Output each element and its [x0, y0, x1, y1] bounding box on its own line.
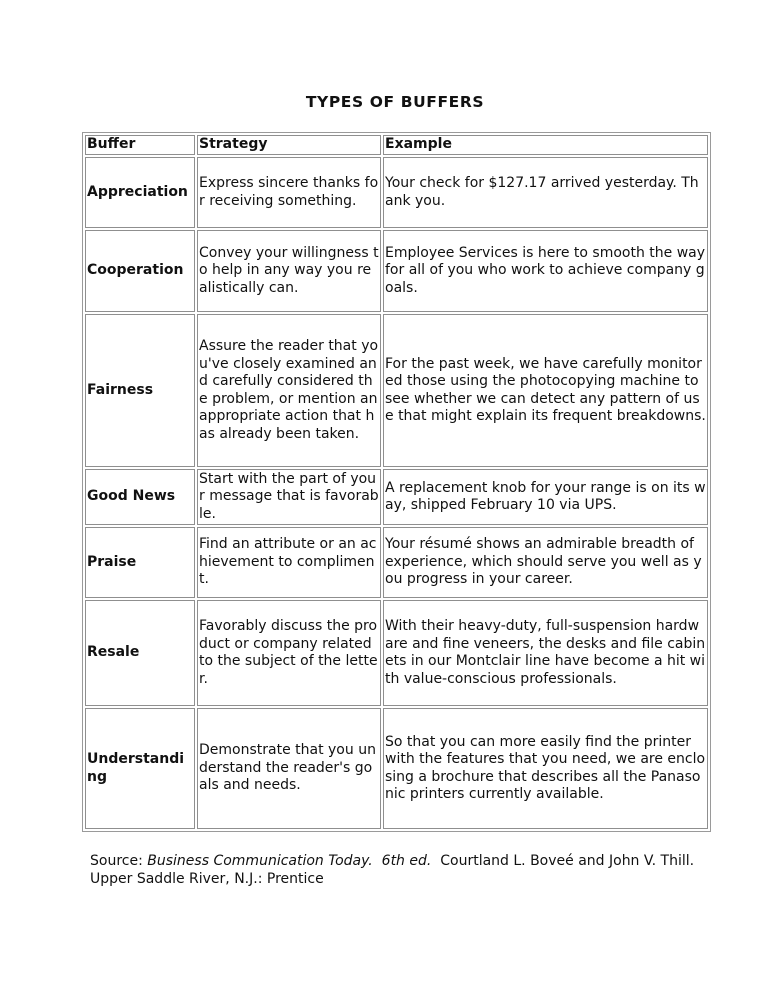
buffer-cell: Praise [85, 527, 195, 598]
header-buffer: Buffer [85, 135, 195, 155]
source-authors-publisher: Courtland L. Boveé and John V. Thill. Upper Saddle River, N.J.: Prentice [90, 853, 695, 887]
buffer-cell: Resale [85, 600, 195, 706]
table-row [85, 469, 708, 525]
strategy-cell: Express sincere thanks for receiving something. [197, 157, 381, 228]
source-book-title: Business Communication Today. [147, 853, 373, 869]
example-cell: A replacement knob for your range is on its way, shipped February 10 via UPS. [383, 469, 708, 525]
page-title: TYPES OF BUFFERS [305, 93, 485, 111]
strategy-cell: Favorably discuss the product or company related to the subject of the letter. [197, 600, 381, 706]
header-example: Example [383, 135, 708, 155]
table-row [85, 527, 708, 598]
example-cell: So that you can more easily find the printer with the features that you need, we are enclosing a brochure that describes all the Panasonic printers currently available. [383, 708, 708, 829]
strategy-cell: Demonstrate that you understand the reader's goals and needs. [197, 708, 381, 829]
table-row [85, 314, 708, 467]
buffers-table [82, 132, 711, 832]
strategy-cell: Start with the part of your message that is favorable. [197, 469, 381, 525]
buffer-cell: Appreciation [85, 157, 195, 228]
example-cell: For the past week, we have carefully monitored those using the photocopying machine to see whether we can detect any pattern of use that might explain its frequent breakdowns. [383, 314, 708, 467]
source-edition: 6th ed. [381, 853, 432, 869]
table-row [85, 708, 708, 829]
table-row [85, 230, 708, 312]
table-row [85, 600, 708, 706]
source-citation [90, 852, 710, 888]
example-cell: Employee Services is here to smooth the way for all of you who work to achieve company goals. [383, 230, 708, 312]
strategy-cell: Assure the reader that you've closely examined and carefully considered the problem, or mention an appropriate action that has already been taken. [197, 314, 381, 467]
source-label: Source: [90, 853, 148, 869]
strategy-cell: Find an attribute or an achievement to compliment. [197, 527, 381, 598]
table-row [85, 157, 708, 228]
header-strategy: Strategy [197, 135, 381, 155]
buffer-cell: Cooperation [85, 230, 195, 312]
buffer-cell: Fairness [85, 314, 195, 467]
buffer-cell: Good News [85, 469, 195, 525]
table-header-row [85, 135, 708, 155]
buffer-cell: Understanding [85, 708, 195, 829]
strategy-cell: Convey your willingness to help in any way you realistically can. [197, 230, 381, 312]
example-cell: With their heavy-duty, full-suspension hardware and fine veneers, the desks and file cabinets in our Montclair line have become a hit with value-conscious professionals. [383, 600, 708, 706]
example-cell: Your check for $127.17 arrived yesterday. Thank you. [383, 157, 708, 228]
example-cell: Your résumé shows an admirable breadth of experience, which should serve you well as you progress in your career. [383, 527, 708, 598]
